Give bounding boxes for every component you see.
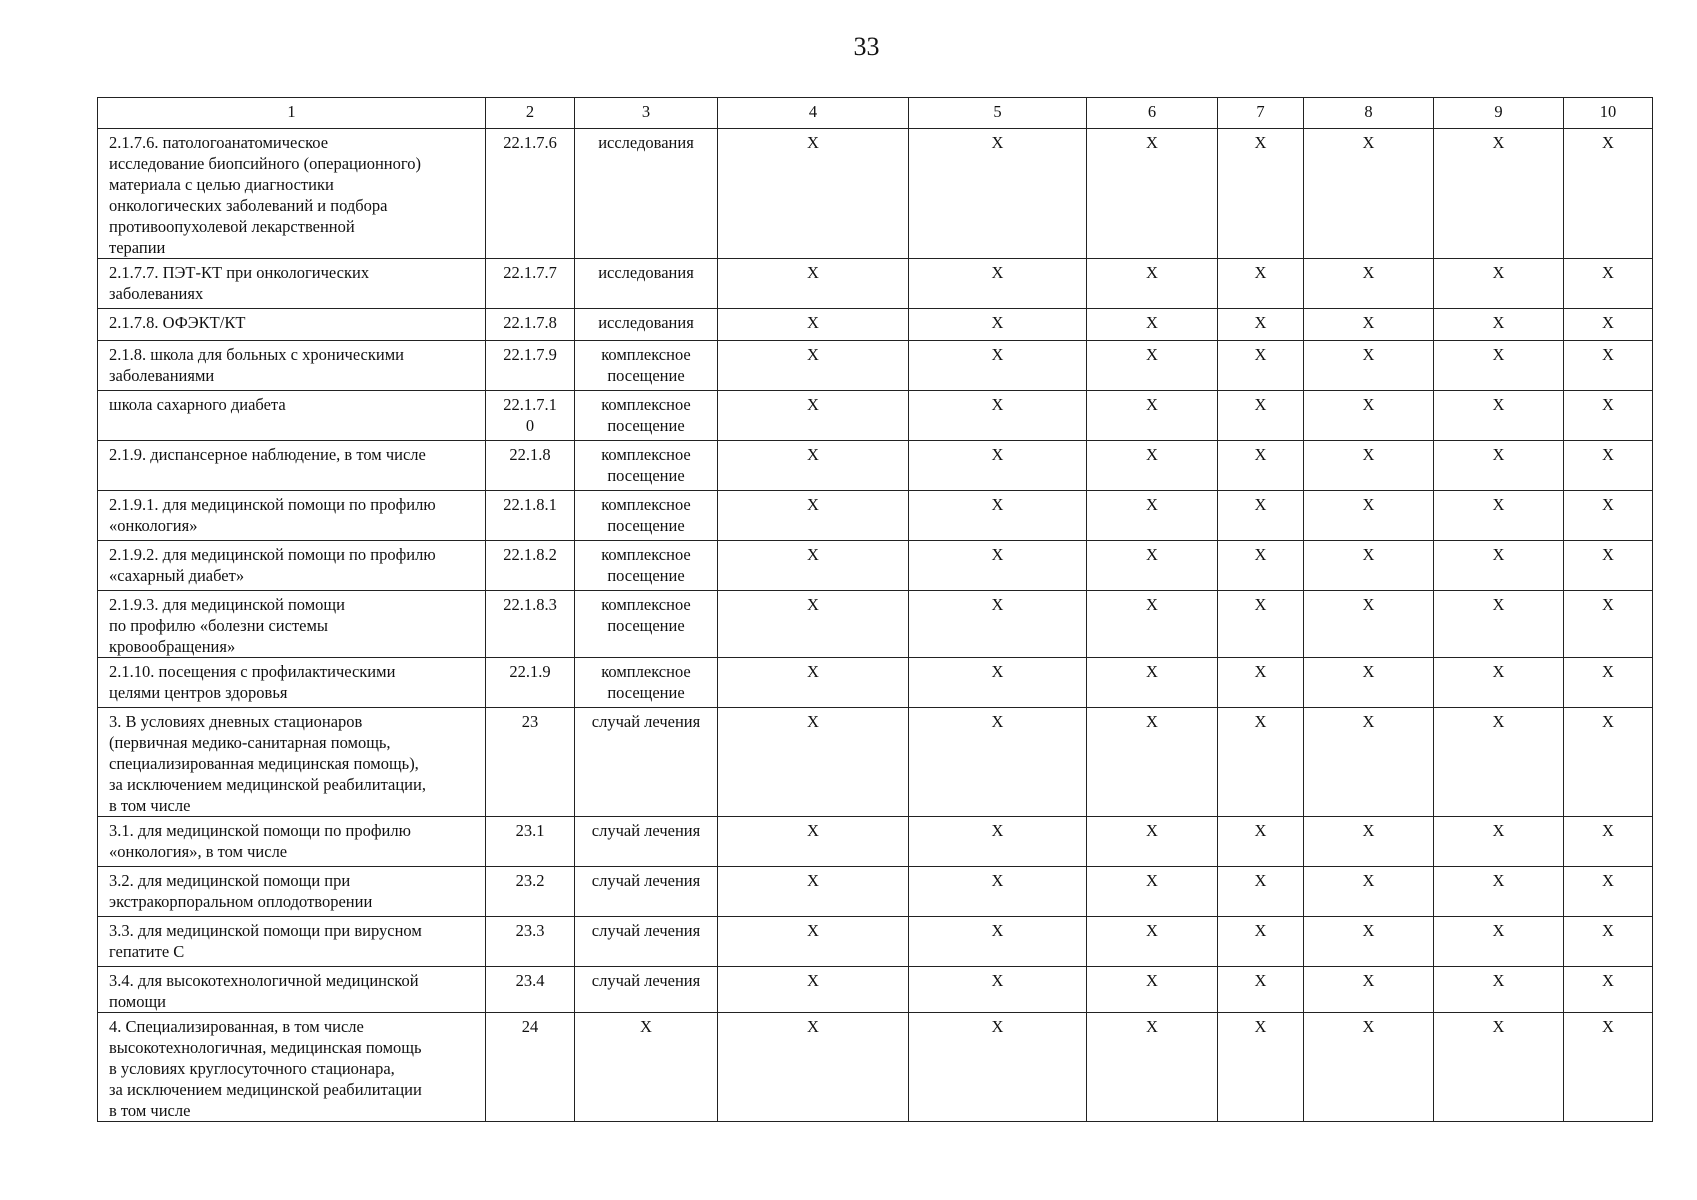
row-name-cell: 3. В условиях дневных стационаров (первичная медико-санитарная помощь, специализированная медицинская помощь), за исключением медицинской реабилитации, в том числе: [98, 708, 486, 817]
row-value-cell: X: [1087, 129, 1218, 259]
row-code-cell: 23.2: [486, 867, 575, 917]
row-value-cell: X: [718, 441, 909, 491]
row-unit-cell: комплексное посещение: [575, 658, 718, 708]
row-value-cell: X: [1434, 817, 1564, 867]
column-header: 2: [486, 98, 575, 129]
row-value-cell: X: [1087, 817, 1218, 867]
row-name-cell: 4. Специализированная, в том числе высокотехнологичная, медицинская помощь в условиях круглосуточного стационара, за исключением медицинской реабилитации в том числе: [98, 1013, 486, 1122]
row-value-cell: X: [1304, 658, 1434, 708]
row-value-cell: X: [718, 259, 909, 309]
table-row: [98, 917, 1653, 967]
row-value-cell: X: [1218, 391, 1304, 441]
row-value-cell: X: [1434, 917, 1564, 967]
row-name-cell: 2.1.8. школа для больных с хроническими заболеваниями: [98, 341, 486, 391]
header-row: [98, 98, 1653, 129]
row-value-cell: X: [718, 541, 909, 591]
table-body: [98, 98, 1653, 1122]
row-value-cell: X: [1218, 541, 1304, 591]
row-unit-cell: комплексное посещение: [575, 391, 718, 441]
row-code-cell: 22.1.9: [486, 658, 575, 708]
row-name-cell: школа сахарного диабета: [98, 391, 486, 441]
row-value-cell: X: [1218, 491, 1304, 541]
column-header: 4: [718, 98, 909, 129]
row-value-cell: X: [1434, 967, 1564, 1013]
row-unit-cell: случай лечения: [575, 967, 718, 1013]
row-name-cell: 2.1.7.7. ПЭТ-КТ при онкологических заболеваниях: [98, 259, 486, 309]
row-code-cell: 22.1.7.8: [486, 309, 575, 341]
table-row: [98, 341, 1653, 391]
row-value-cell: X: [1218, 129, 1304, 259]
row-value-cell: X: [1087, 441, 1218, 491]
row-value-cell: X: [909, 491, 1087, 541]
column-header: 9: [1434, 98, 1564, 129]
row-value-cell: X: [1218, 658, 1304, 708]
row-value-cell: X: [1564, 917, 1653, 967]
row-value-cell: X: [1087, 391, 1218, 441]
row-value-cell: X: [1218, 1013, 1304, 1122]
row-code-cell: 22.1.7.7: [486, 259, 575, 309]
table-row: [98, 541, 1653, 591]
row-value-cell: X: [909, 259, 1087, 309]
row-name-cell: 3.2. для медицинской помощи при экстракорпоральном оплодотворении: [98, 867, 486, 917]
row-name-cell: 2.1.9.1. для медицинской помощи по профилю «онкология»: [98, 491, 486, 541]
table-row: [98, 708, 1653, 817]
row-value-cell: X: [1218, 708, 1304, 817]
row-value-cell: X: [1434, 658, 1564, 708]
row-unit-cell: случай лечения: [575, 708, 718, 817]
row-value-cell: X: [1218, 259, 1304, 309]
row-code-cell: 23.4: [486, 967, 575, 1013]
row-value-cell: X: [1304, 341, 1434, 391]
table-row: [98, 491, 1653, 541]
table-row: [98, 309, 1653, 341]
row-value-cell: X: [909, 917, 1087, 967]
row-value-cell: X: [718, 867, 909, 917]
row-value-cell: X: [1087, 658, 1218, 708]
row-code-cell: 23.3: [486, 917, 575, 967]
row-code-cell: 22.1.8.2: [486, 541, 575, 591]
row-value-cell: X: [1218, 441, 1304, 491]
row-value-cell: X: [1304, 817, 1434, 867]
row-value-cell: X: [909, 391, 1087, 441]
row-value-cell: X: [718, 817, 909, 867]
table-row: [98, 967, 1653, 1013]
row-value-cell: X: [909, 1013, 1087, 1122]
row-value-cell: X: [1434, 591, 1564, 658]
table-row: [98, 591, 1653, 658]
row-value-cell: X: [1564, 309, 1653, 341]
page-number: 33: [853, 32, 880, 61]
table-row: [98, 817, 1653, 867]
row-value-cell: X: [1087, 967, 1218, 1013]
column-header: 8: [1304, 98, 1434, 129]
row-code-cell: 23: [486, 708, 575, 817]
row-value-cell: X: [718, 341, 909, 391]
row-code-cell: 24: [486, 1013, 575, 1122]
row-code-cell: 22.1.8: [486, 441, 575, 491]
row-name-cell: 2.1.9. диспансерное наблюдение, в том числе: [98, 441, 486, 491]
row-value-cell: X: [1087, 491, 1218, 541]
row-value-cell: X: [909, 129, 1087, 259]
row-value-cell: X: [1218, 309, 1304, 341]
row-value-cell: X: [1564, 491, 1653, 541]
column-header: 10: [1564, 98, 1653, 129]
row-value-cell: X: [1304, 967, 1434, 1013]
row-value-cell: X: [1564, 817, 1653, 867]
row-value-cell: X: [1304, 441, 1434, 491]
row-value-cell: X: [718, 129, 909, 259]
row-name-cell: 3.1. для медицинской помощи по профилю «онкология», в том числе: [98, 817, 486, 867]
data-table: [97, 97, 1653, 1122]
table-row: [98, 658, 1653, 708]
row-code-cell: 22.1.7.1 0: [486, 391, 575, 441]
row-name-cell: 2.1.9.3. для медицинской помощи по профилю «болезни системы кровообращения»: [98, 591, 486, 658]
row-value-cell: X: [909, 817, 1087, 867]
row-value-cell: X: [1434, 541, 1564, 591]
row-value-cell: X: [909, 309, 1087, 341]
row-value-cell: X: [1434, 708, 1564, 817]
row-code-cell: 23.1: [486, 817, 575, 867]
row-code-cell: 22.1.8.3: [486, 591, 575, 658]
row-value-cell: X: [1304, 541, 1434, 591]
row-value-cell: X: [909, 591, 1087, 658]
row-unit-cell: случай лечения: [575, 917, 718, 967]
row-value-cell: X: [1434, 259, 1564, 309]
row-value-cell: X: [1304, 391, 1434, 441]
row-value-cell: X: [1087, 541, 1218, 591]
row-unit-cell: X: [575, 1013, 718, 1122]
row-name-cell: 2.1.7.6. патологоанатомическое исследование биопсийного (операционного) материала с целью диагностики онкологических заболеваний и подбора противоопухолевой лекарственной терапии: [98, 129, 486, 259]
row-unit-cell: случай лечения: [575, 817, 718, 867]
table-row: [98, 441, 1653, 491]
row-value-cell: X: [718, 658, 909, 708]
row-value-cell: X: [1564, 341, 1653, 391]
row-value-cell: X: [1087, 1013, 1218, 1122]
row-code-cell: 22.1.7.6: [486, 129, 575, 259]
row-value-cell: X: [1087, 867, 1218, 917]
row-value-cell: X: [909, 708, 1087, 817]
row-value-cell: X: [718, 967, 909, 1013]
row-value-cell: X: [718, 708, 909, 817]
row-value-cell: X: [1218, 967, 1304, 1013]
row-value-cell: X: [1087, 259, 1218, 309]
row-value-cell: X: [1087, 309, 1218, 341]
row-value-cell: X: [1304, 867, 1434, 917]
row-value-cell: X: [1304, 309, 1434, 341]
row-value-cell: X: [1564, 391, 1653, 441]
table-row: [98, 259, 1653, 309]
row-value-cell: X: [1564, 591, 1653, 658]
row-value-cell: X: [1564, 967, 1653, 1013]
row-unit-cell: исследования: [575, 309, 718, 341]
row-value-cell: X: [1564, 708, 1653, 817]
row-unit-cell: комплексное посещение: [575, 591, 718, 658]
row-value-cell: X: [1434, 441, 1564, 491]
row-unit-cell: исследования: [575, 259, 718, 309]
row-value-cell: X: [1087, 708, 1218, 817]
row-value-cell: X: [718, 591, 909, 658]
table-row: [98, 867, 1653, 917]
row-value-cell: X: [1304, 129, 1434, 259]
row-value-cell: X: [1434, 341, 1564, 391]
column-header: 7: [1218, 98, 1304, 129]
row-value-cell: X: [718, 309, 909, 341]
table-row: [98, 1013, 1653, 1122]
row-value-cell: X: [1218, 867, 1304, 917]
row-value-cell: X: [1087, 341, 1218, 391]
column-header: 6: [1087, 98, 1218, 129]
row-value-cell: X: [1434, 391, 1564, 441]
row-value-cell: X: [1304, 491, 1434, 541]
row-unit-cell: комплексное посещение: [575, 341, 718, 391]
row-value-cell: X: [1218, 591, 1304, 658]
row-value-cell: X: [1304, 708, 1434, 817]
row-value-cell: X: [1434, 867, 1564, 917]
row-value-cell: X: [909, 441, 1087, 491]
row-value-cell: X: [718, 917, 909, 967]
row-value-cell: X: [1564, 441, 1653, 491]
row-value-cell: X: [718, 1013, 909, 1122]
row-value-cell: X: [1304, 591, 1434, 658]
row-value-cell: X: [718, 491, 909, 541]
row-unit-cell: исследования: [575, 129, 718, 259]
row-name-cell: 2.1.10. посещения с профилактическими целями центров здоровья: [98, 658, 486, 708]
row-name-cell: 3.4. для высокотехнологичной медицинской помощи: [98, 967, 486, 1013]
row-value-cell: X: [1564, 658, 1653, 708]
row-unit-cell: комплексное посещение: [575, 541, 718, 591]
row-value-cell: X: [1218, 917, 1304, 967]
row-value-cell: X: [1304, 259, 1434, 309]
row-value-cell: X: [1434, 491, 1564, 541]
row-value-cell: X: [1218, 341, 1304, 391]
column-header: 5: [909, 98, 1087, 129]
row-value-cell: X: [1564, 541, 1653, 591]
row-unit-cell: комплексное посещение: [575, 441, 718, 491]
row-code-cell: 22.1.7.9: [486, 341, 575, 391]
row-value-cell: X: [909, 967, 1087, 1013]
row-value-cell: X: [1434, 129, 1564, 259]
row-value-cell: X: [909, 541, 1087, 591]
row-code-cell: 22.1.8.1: [486, 491, 575, 541]
row-unit-cell: комплексное посещение: [575, 491, 718, 541]
row-value-cell: X: [1564, 867, 1653, 917]
row-value-cell: X: [909, 341, 1087, 391]
row-value-cell: X: [1564, 259, 1653, 309]
row-value-cell: X: [1304, 1013, 1434, 1122]
row-name-cell: 2.1.9.2. для медицинской помощи по профилю «сахарный диабет»: [98, 541, 486, 591]
row-value-cell: X: [1564, 129, 1653, 259]
row-value-cell: X: [909, 658, 1087, 708]
row-value-cell: X: [1218, 817, 1304, 867]
column-header: 1: [98, 98, 486, 129]
row-value-cell: X: [1087, 917, 1218, 967]
row-value-cell: X: [1434, 309, 1564, 341]
row-name-cell: 2.1.7.8. ОФЭКТ/КТ: [98, 309, 486, 341]
row-value-cell: X: [1564, 1013, 1653, 1122]
row-value-cell: X: [1087, 591, 1218, 658]
column-header: 3: [575, 98, 718, 129]
row-value-cell: X: [1434, 1013, 1564, 1122]
table-row: [98, 129, 1653, 259]
row-unit-cell: случай лечения: [575, 867, 718, 917]
row-name-cell: 3.3. для медицинской помощи при вирусном гепатите С: [98, 917, 486, 967]
row-value-cell: X: [909, 867, 1087, 917]
row-value-cell: X: [718, 391, 909, 441]
table-row: [98, 391, 1653, 441]
row-value-cell: X: [1304, 917, 1434, 967]
